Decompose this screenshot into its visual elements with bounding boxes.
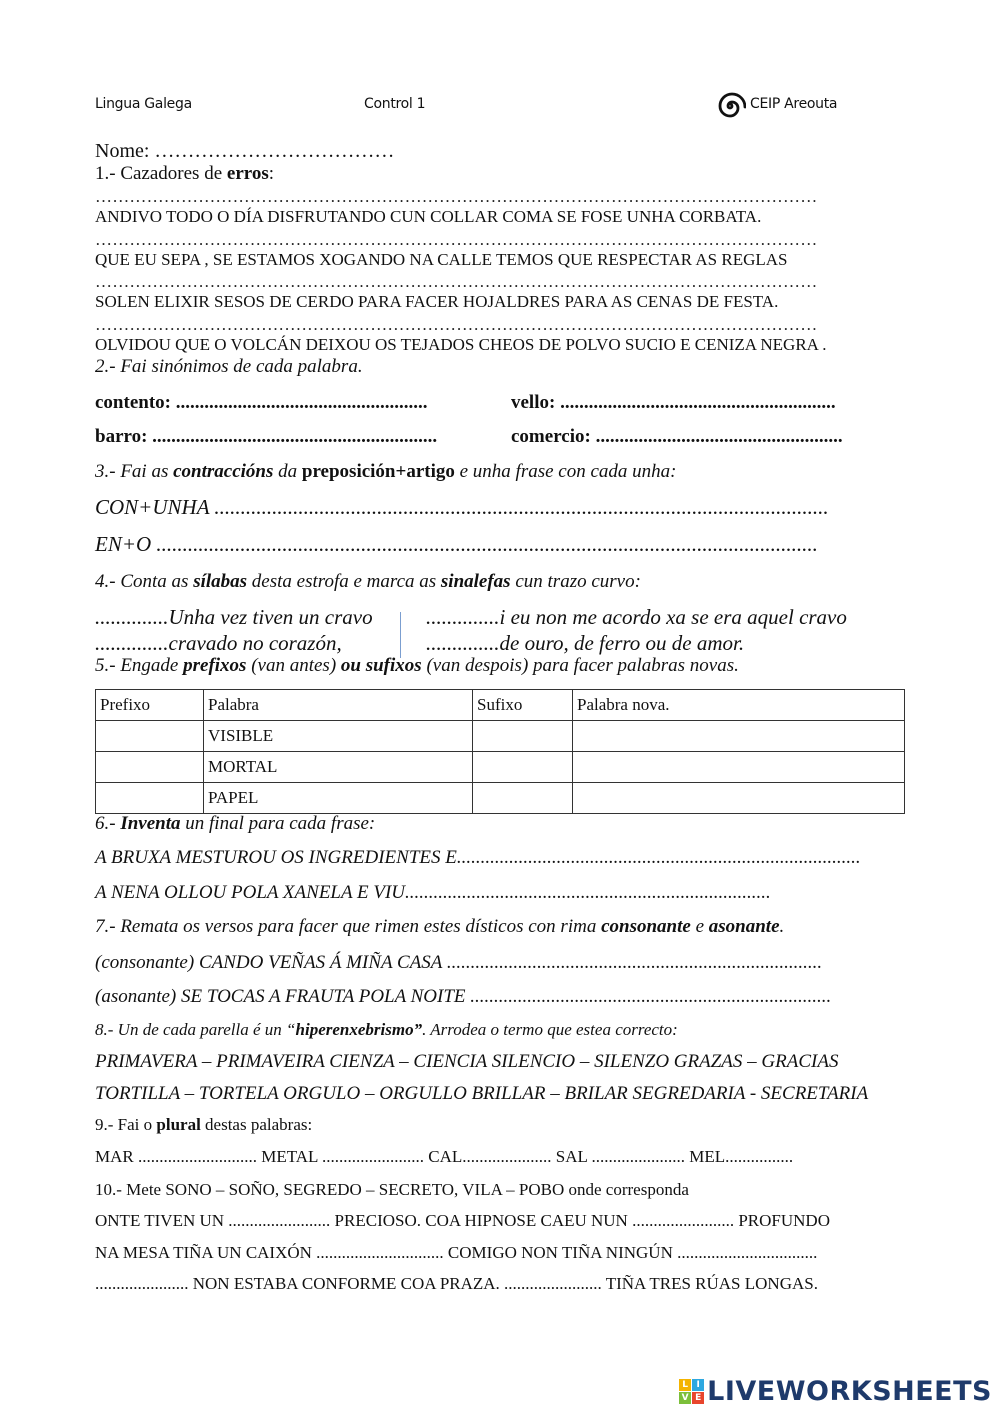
ex1-sentence-1: ANDIVO TODO O DÍA DISFRUTANDO CUN COLLAR COMA SE FOSE UNHA CORBATA. bbox=[95, 207, 762, 226]
suffix-cell[interactable] bbox=[473, 783, 573, 814]
fill-line-3[interactable]: ...................... NON ESTABA CONFORME COA PRAZA. ....................... TIÑA TRES RÚAS LONGAS. bbox=[95, 1274, 818, 1293]
synonym-barro[interactable]: barro: ............................................................ bbox=[95, 426, 438, 447]
word-cell: PAPEL bbox=[204, 783, 473, 814]
contraction-con-unha[interactable]: CON+UNHA ..................................................................................................................... bbox=[95, 495, 829, 519]
new-word-cell[interactable] bbox=[573, 721, 905, 752]
ending-line-2[interactable]: A NENA OLLOU POLA XANELA E VIU............................................................................. bbox=[95, 882, 771, 903]
synonym-contento[interactable]: contento: ..................................................... bbox=[95, 392, 428, 413]
header-school: CEIP Areouta bbox=[750, 96, 838, 112]
ex5-title: 5.- Engade prefixos (van antes) ou sufixos (van despois) para facer palabras novas. bbox=[95, 655, 739, 676]
verse-1[interactable]: ..............Unha vez tiven un cravo bbox=[95, 605, 373, 629]
answer-line[interactable]: ……………………………………………………………………………………………………………… bbox=[95, 272, 818, 291]
ex2-title: 2.- Fai sinónimos de cada palabra. bbox=[95, 356, 363, 377]
header-palabra: Palabra bbox=[204, 690, 473, 721]
verse-4[interactable]: ..............de ouro, de ferro ou de amor. bbox=[426, 631, 745, 655]
header-palabra-nova: Palabra nova. bbox=[573, 690, 905, 721]
prefix-suffix-table bbox=[95, 689, 905, 814]
liveworksheets-wordmark: LIVEWORKSHEETS bbox=[707, 1376, 992, 1407]
suffix-cell[interactable] bbox=[473, 752, 573, 783]
word-pairs-row-1[interactable]: PRIMAVERA – PRIMAVEIRA CIENZA – CIENCIA SILENCIO – SILENZO GRAZAS – GRACIAS bbox=[95, 1051, 839, 1072]
word-cell: VISIBLE bbox=[204, 721, 473, 752]
header-prefixo: Prefixo bbox=[96, 690, 204, 721]
verse-3[interactable]: ..............i eu non me acordo xa se era aquel cravo bbox=[426, 605, 847, 629]
ex1-sentence-3: SOLEN ELIXIR SESOS DE CERDO PARA FACER HOJALDRES PARA AS CENAS DE FESTA. bbox=[95, 292, 779, 311]
liveworksheets-brand bbox=[679, 1376, 992, 1407]
ex4-title: 4.- Conta as sílabas desta estrofa e marca as sinalefas cun trazo curvo: bbox=[95, 571, 641, 592]
table-row bbox=[96, 752, 905, 783]
table-row bbox=[96, 721, 905, 752]
plural-line[interactable]: MAR ............................ METAL ........................ CAL..................... SAL ...................... MEL................ bbox=[95, 1147, 794, 1166]
new-word-cell[interactable] bbox=[573, 752, 905, 783]
fill-line-2[interactable]: NA MESA TIÑA UN CAIXÓN .............................. COMIGO NON TIÑA NINGÚN ................................. bbox=[95, 1243, 818, 1262]
ex7-title: 7.- Remata os versos para facer que rimen estes dísticos con rima consonante e asonante. bbox=[95, 916, 785, 937]
word-pairs-row-2[interactable]: TORTILLA – TORTELA ORGULO – ORGULLO BRILLAR – BRILAR SEGREDARIA - SECRETARIA bbox=[95, 1083, 869, 1104]
ex1-sentence-2: QUE EU SEPA , SE ESTAMOS XOGANDO NA CALLE TEMOS QUE RESPECTAR AS REGLAS bbox=[95, 250, 788, 269]
spiral-icon bbox=[714, 90, 746, 127]
verse-divider bbox=[400, 612, 401, 658]
verse-2[interactable]: ..............cravado no corazón, bbox=[95, 631, 342, 655]
ex1-title: 1.- Cazadores de erros: bbox=[95, 163, 275, 184]
ending-line-1[interactable]: A BRUXA MESTUROU OS INGREDIENTES E..................................................................................... bbox=[95, 847, 861, 868]
prefix-cell[interactable] bbox=[96, 783, 204, 814]
synonym-comercio[interactable]: comercio: .................................................... bbox=[511, 426, 843, 447]
header-sufixo: Sufixo bbox=[473, 690, 573, 721]
prefix-cell[interactable] bbox=[96, 752, 204, 783]
fill-line-1[interactable]: ONTE TIVEN UN ........................ PRECIOSO. COA HIPNOSE CAEU NUN ........................ PROFUNDO bbox=[95, 1211, 830, 1230]
ex1-sentence-4: OLVIDOU QUE O VOLCÁN DEIXOU OS TEJADOS CHEOS DE POLVO SUCIO E CENIZA NEGRA . bbox=[95, 335, 827, 354]
new-word-cell[interactable] bbox=[573, 783, 905, 814]
ex10-title: 10.- Mete SONO – SOÑO, SEGREDO – SECRETO, VILA – POBO onde corresponda bbox=[95, 1180, 689, 1199]
table-header-row bbox=[96, 690, 905, 721]
suffix-cell[interactable] bbox=[473, 721, 573, 752]
ex3-title: 3.- Fai as contraccións da preposición+artigo e unha frase con cada unha: bbox=[95, 461, 677, 482]
contraction-en-o[interactable]: EN+O .............................................................................................................................. bbox=[95, 532, 818, 556]
liveworksheets-logo-icon: L I V E bbox=[679, 1379, 704, 1404]
name-line[interactable]: Nome: ……………………………… bbox=[95, 140, 395, 162]
answer-line[interactable]: ……………………………………………………………………………………………………………… bbox=[95, 315, 818, 334]
answer-line[interactable]: ……………………………………………………………………………………………………………… bbox=[95, 187, 818, 206]
rhyme-consonant[interactable]: (consonante) CANDO VEÑAS Á MIÑA CASA ............................................................................... bbox=[95, 952, 823, 973]
synonym-vello[interactable]: vello: .......................................................... bbox=[511, 392, 836, 413]
rhyme-asonant[interactable]: (asonante) SE TOCAS A FRAUTA POLA NOITE ............................................................................ bbox=[95, 986, 832, 1007]
table-row bbox=[96, 783, 905, 814]
ex6-title: 6.- Inventa un final para cada frase: bbox=[95, 813, 376, 834]
header-test: Control 1 bbox=[364, 96, 426, 112]
header-subject: Lingua Galega bbox=[95, 96, 192, 112]
answer-line[interactable]: ……………………………………………………………………………………………………………… bbox=[95, 230, 818, 249]
ex8-title: 8.- Un de cada parella é un “hiperenxebrismo”. Arrodea o termo que estea correcto: bbox=[95, 1020, 678, 1039]
word-cell: MORTAL bbox=[204, 752, 473, 783]
prefix-cell[interactable] bbox=[96, 721, 204, 752]
ex9-title: 9.- Fai o plural destas palabras: bbox=[95, 1115, 313, 1134]
